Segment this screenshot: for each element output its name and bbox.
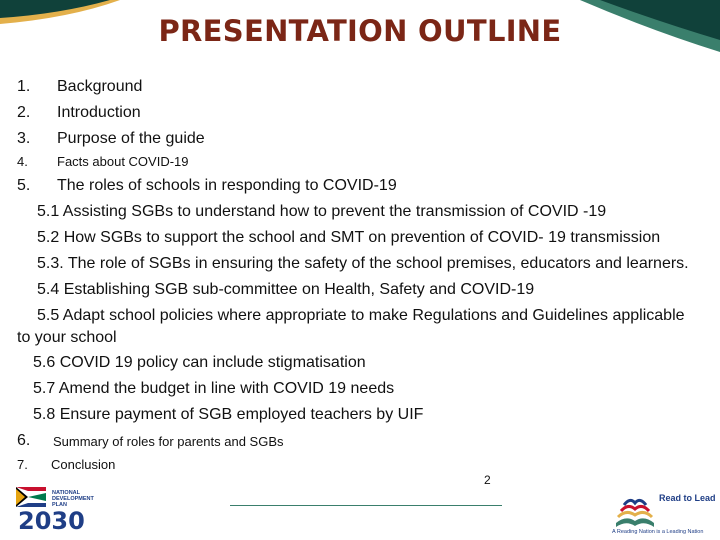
svg-text:DEVELOPMENT: DEVELOPMENT — [52, 496, 94, 502]
open-book-icon — [612, 487, 658, 531]
outline-subitem: 5.1 Assisting SGBs to understand how to prevent the transmission of COVID -19 — [37, 203, 607, 220]
outline-subitem: 5.4 Establishing SGB sub-committee on Health, Safety and COVID-19 — [37, 281, 535, 298]
read-to-lead-tagline: A Reading Nation is a Leading Nation — [612, 529, 704, 535]
ndp-2030-logo — [16, 485, 128, 533]
outline-subitem: 5.6 COVID 19 policy can include stigmatisation — [33, 354, 366, 371]
read-to-lead-logo — [612, 487, 716, 539]
svg-text:NATIONAL: NATIONAL — [52, 490, 81, 496]
page-number: 2 — [484, 473, 491, 487]
svg-text:2030: 2030 — [18, 507, 85, 533]
outline-subitem-continuation: to your school — [17, 329, 117, 346]
svg-text:PLAN: PLAN — [52, 502, 67, 508]
outline-subitem: 5.8 Ensure payment of SGB employed teachers by UIF — [33, 406, 424, 423]
outline-subitem: 5.3. The role of SGBs in ensuring the safety of the school premises, educators and learners. — [37, 255, 689, 272]
sa-flag-icon — [16, 487, 46, 507]
page-title: PRESENTATION OUTLINE — [158, 14, 562, 48]
outline-subitem: 5.5 Adapt school policies where appropriate to make Regulations and Guidelines applicable — [37, 307, 685, 324]
footer-divider — [230, 505, 502, 506]
read-to-lead-title: Read to Lead — [659, 493, 716, 503]
outline-subitem: 5.7 Amend the budget in line with COVID 19 needs — [33, 380, 395, 397]
outline-subitem: 5.2 How SGBs to support the school and SMT on prevention of COVID- 19 transmission — [37, 229, 661, 246]
